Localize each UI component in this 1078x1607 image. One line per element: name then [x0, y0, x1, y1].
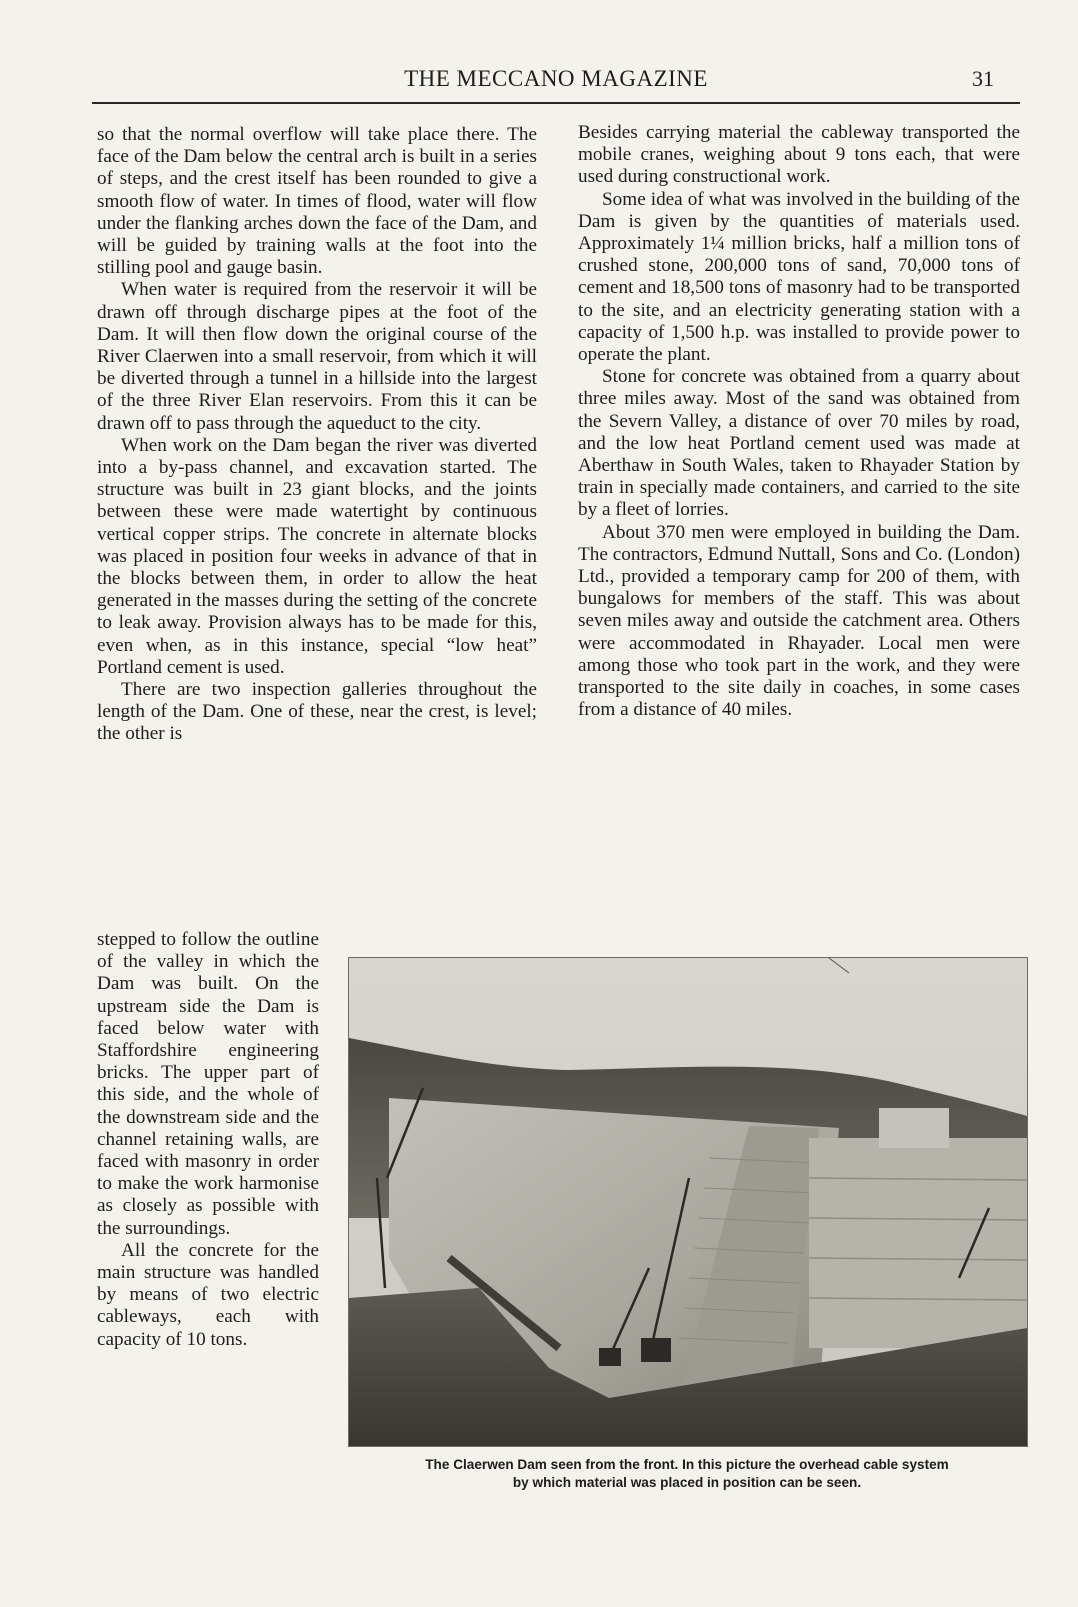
- magazine-title: THE MECCANO MAGAZINE: [404, 66, 708, 91]
- left-column: [97, 124, 537, 746]
- caption-line: The Claerwen Dam seen from the front. In this picture the overhead cable system: [425, 1457, 949, 1472]
- dam-photograph: [348, 957, 1028, 1447]
- paragraph: so that the normal overflow will take place there. The face of the Dam below the central arch is built in a series of steps, and the crest itself has been rounded to give a smooth flow of water. In times of flood, water will flow under the flanking arches down the face of the Dam, and will be guided by training walls at the foot into the stilling pool and gauge basin.: [97, 124, 537, 279]
- page-number: 31: [972, 66, 994, 91]
- paragraph: When work on the Dam began the river was diverted into a by-pass channel, and excavation started. The structure was built in 23 giant blocks, and the joints between these were made watertight by continuous vertical copper strips. The concrete in alternate blocks was placed in position four weeks in advance of that in the blocks between them, in order to allow the heat generated in the masses during the setting of the concrete to leak away. Provision always has to be made for this, even when, as in this instance, special “low heat” Portland cement is used.: [97, 434, 537, 678]
- narrow-column: [97, 929, 319, 1351]
- paragraph: Besides carrying material the cableway transported the mobile cranes, weighing about 9 tons each, that were used during constructional work.: [578, 122, 1020, 188]
- dam-illustration: [349, 958, 1027, 1446]
- header-rule: [92, 102, 1020, 104]
- paragraph: Some idea of what was involved in the building of the Dam is given by the quantities of materials used. Approximately 1¼ million bricks, half a million tons of crushed stone, 200,000 tons of sand, 70,000 tons of cement and 18,500 tons of masonry had to be transported to the site, and an electricity generating station with a capacity of 1,500 h.p. was installed to provide power to operate the plant.: [578, 188, 1020, 366]
- paragraph: There are two inspection galleries throughout the length of the Dam. One of these, near the crest, is level; the other is: [97, 679, 537, 745]
- paragraph: When water is required from the reservoir it will be drawn off through discharge pipes at the foot of the Dam. It will then flow down the original course of the River Claerwen into a small reservoir, from which it will be diverted through a tunnel in a hillside into the largest of the three River Elan reservoirs. From this it can be drawn off to pass through the aqueduct to the city.: [97, 279, 537, 434]
- caption-line: by which material was placed in position can be seen.: [512, 1475, 862, 1490]
- page-header: [92, 66, 1020, 106]
- paragraph: About 370 men were employed in building the Dam. The contractors, Edmund Nuttall, Sons and Co. (London) Ltd., provided a temporary camp for 200 of them, with bungalows for members of the staff. This was about seven miles away and outside the catchment area. Others were accommodated in Rhayader. Local men were among those who took part in the work, and they were transported to the site daily in coaches, in some cases from a distance of 40 miles.: [578, 521, 1020, 721]
- paragraph: stepped to follow the outline of the valley in which the Dam was built. On the upstream side the Dam is faced below water with Staffordshire engineering bricks. The upper part of this side, and the whole of the downstream side and the channel retaining walls, are faced with masonry in order to make the work harmonise as closely as possible with the surroundings.: [97, 929, 319, 1239]
- right-column: [578, 122, 1020, 721]
- paragraph: All the concrete for the main structure was handled by means of two electric cableways, each with capacity of 10 tons.: [97, 1239, 319, 1350]
- paragraph: Stone for concrete was obtained from a quarry about three miles away. Most of the sand was obtained from the Severn Valley, a distance of over 70 miles by road, and the low heat Portland cement used was made at Aberthaw in South Wales, taken to Rhayader Station by train in specially made containers, and carried to the site by a fleet of lorries.: [578, 366, 1020, 521]
- photo-caption: [342, 1456, 1032, 1492]
